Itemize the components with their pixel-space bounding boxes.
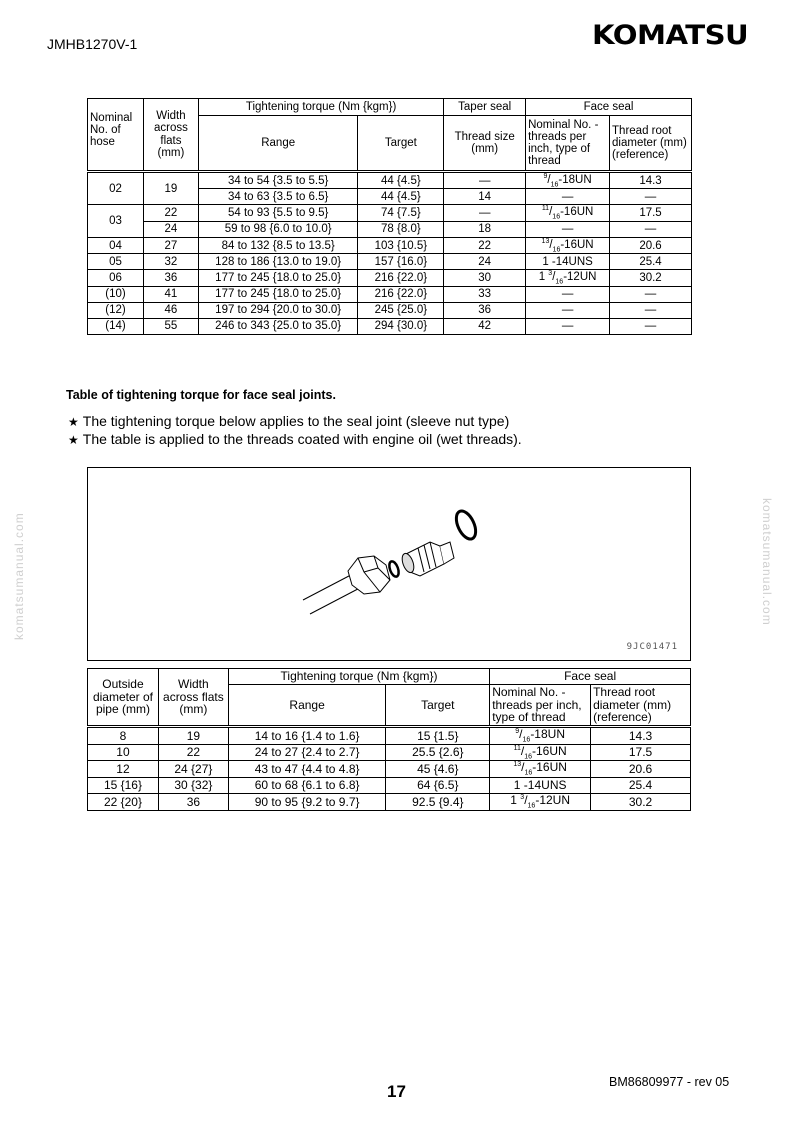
cell-thread-size: 14 (444, 189, 526, 205)
cell-range: 34 to 54 {3.5 to 5.5} (198, 172, 358, 189)
cell-thread-root: — (610, 302, 692, 318)
header-nominal-threads: Nominal No. - threads per inch, type of thread (490, 685, 591, 727)
header-face-seal: Face seal (526, 99, 692, 116)
cell-range: 14 to 16 {1.4 to 1.6} (228, 727, 386, 745)
cell-nominal: (14) (88, 318, 144, 334)
komatsu-logo: KOMATSU (592, 20, 749, 51)
cell-thread-root: — (610, 221, 692, 237)
revision-label: BM86809977 - rev 05 (609, 1075, 730, 1089)
figure-code: 9JC01471 (626, 642, 678, 652)
cell-target: 103 {10.5} (358, 237, 444, 253)
cell-target: 92.5 {9.4} (386, 794, 490, 811)
cell-target: 64 {6.5} (386, 778, 490, 794)
cell-width: 36 (143, 270, 198, 286)
cell-face-thread: $^{13}/_{16}-16UN$ (526, 237, 610, 253)
cell-outside: 15 {16} (88, 778, 159, 794)
table-row (88, 270, 692, 286)
note-item (68, 413, 509, 429)
cell-range: 54 to 93 {5.5 to 9.5} (198, 205, 358, 221)
cell-target: 15 {1.5} (386, 727, 490, 745)
header-nominal-threads: Nominal No. - threads per inch, type of thread (526, 116, 610, 172)
cell-thread-root: 20.6 (610, 237, 692, 253)
cell-thread-size: 36 (444, 302, 526, 318)
header-torque-group: Tightening torque (Nm {kgm}) (228, 669, 489, 685)
table-row (88, 172, 692, 189)
header-width: Width across flats (mm) (143, 99, 198, 172)
star-icon: ★ (68, 433, 79, 447)
star-icon: ★ (68, 415, 79, 429)
cell-face-thread: 1 $^3/_{16}-12UN$ (526, 270, 610, 286)
table-row (88, 794, 691, 811)
header-torque-group: Tightening torque (Nm {kgm}) (198, 99, 443, 116)
cell-thread-size: — (444, 205, 526, 221)
table-row (88, 302, 692, 318)
face-seal-torque-table (87, 668, 691, 811)
cell-nominal: 05 (88, 254, 144, 270)
header-target: Target (358, 116, 444, 172)
hose-torque-table (87, 98, 692, 335)
cell-thread-root: 25.4 (591, 778, 691, 794)
cell-thread-size: 30 (444, 270, 526, 286)
cell-nominal: 02 (88, 172, 144, 205)
table-row (88, 727, 691, 745)
cell-thread-size: 42 (444, 318, 526, 334)
table-row (88, 761, 691, 778)
cell-face-thread: $^9/_{16}-18UN$ (526, 172, 610, 189)
header-range: Range (228, 685, 386, 727)
cell-target: 245 {25.0} (358, 302, 444, 318)
cell-face-thread: $^{11}/_{16}-16UN$ (490, 744, 591, 761)
section-title: Table of tightening torque for face seal joints. (66, 388, 336, 402)
header-target: Target (386, 685, 490, 727)
header-face-seal: Face seal (490, 669, 691, 685)
cell-outside: 8 (88, 727, 159, 745)
cell-thread-root: 14.3 (610, 172, 692, 189)
table-row (88, 237, 692, 253)
cell-range: 34 to 63 {3.5 to 6.5} (198, 189, 358, 205)
cell-range: 43 to 47 {4.4 to 4.8} (228, 761, 386, 778)
header-range: Range (198, 116, 358, 172)
header-outside-diameter: Outside diameter of pipe (mm) (88, 669, 159, 727)
cell-width: 19 (158, 727, 228, 745)
cell-thread-size: 22 (444, 237, 526, 253)
table-row (88, 254, 692, 270)
note-text: The tightening torque below applies to the seal joint (sleeve nut type) (82, 413, 510, 429)
cell-thread-root: 30.2 (591, 794, 691, 811)
header-taper-seal: Taper seal (444, 99, 526, 116)
cell-face-thread: 1 -14UNS (526, 254, 610, 270)
table-row (88, 205, 692, 221)
cell-width: 55 (143, 318, 198, 334)
face-seal-joint-figure (87, 467, 691, 661)
cell-range: 90 to 95 {9.2 to 9.7} (228, 794, 386, 811)
cell-range: 59 to 98 {6.0 to 10.0} (198, 221, 358, 237)
cell-thread-root: 30.2 (610, 270, 692, 286)
cell-thread-size: 24 (444, 254, 526, 270)
cell-face-thread: — (526, 189, 610, 205)
cell-outside: 12 (88, 761, 159, 778)
cell-face-thread: — (526, 318, 610, 334)
cell-face-thread: 1 -14UNS (490, 778, 591, 794)
cell-thread-root: 20.6 (591, 761, 691, 778)
cell-range: 177 to 245 {18.0 to 25.0} (198, 286, 358, 302)
cell-width: 19 (143, 172, 198, 205)
page-number: 17 (387, 1082, 406, 1101)
cell-target: 157 {16.0} (358, 254, 444, 270)
cell-face-thread: 1 $^3/_{16}-12UN$ (490, 794, 591, 811)
cell-target: 294 {30.0} (358, 318, 444, 334)
table-row (88, 318, 692, 334)
cell-face-thread: — (526, 302, 610, 318)
note-item (68, 431, 522, 447)
cell-width: 46 (143, 302, 198, 318)
cell-range: 197 to 294 {20.0 to 30.0} (198, 302, 358, 318)
cell-thread-size: — (444, 172, 526, 189)
cell-thread-root: 17.5 (591, 744, 691, 761)
cell-target: 78 {8.0} (358, 221, 444, 237)
cell-target: 216 {22.0} (358, 270, 444, 286)
header-thread-root: Thread root diameter (mm) (reference) (591, 685, 691, 727)
table-row (88, 286, 692, 302)
cell-nominal: 04 (88, 237, 144, 253)
cell-width: 30 {32} (158, 778, 228, 794)
cell-width: 32 (143, 254, 198, 270)
cell-width: 27 (143, 237, 198, 253)
cell-range: 177 to 245 {18.0 to 25.0} (198, 270, 358, 286)
watermark-right: komatsumanual.com (760, 498, 774, 626)
cell-range: 246 to 343 {25.0 to 35.0} (198, 318, 358, 334)
cell-thread-size: 18 (444, 221, 526, 237)
cell-face-thread: $^9/_{16}-18UN$ (490, 727, 591, 745)
cell-nominal: 03 (88, 205, 144, 237)
header-thread-size: Thread size (mm) (444, 116, 526, 172)
cell-width: 22 (143, 205, 198, 221)
header-nominal-no: Nominal No. of hose (88, 99, 144, 172)
cell-outside: 22 {20} (88, 794, 159, 811)
cell-target: 216 {22.0} (358, 286, 444, 302)
cell-thread-root: 17.5 (610, 205, 692, 221)
table-row (88, 778, 691, 794)
cell-thread-root: — (610, 189, 692, 205)
cell-face-thread: — (526, 286, 610, 302)
cell-target: 44 {4.5} (358, 172, 444, 189)
cell-range: 60 to 68 {6.1 to 6.8} (228, 778, 386, 794)
face-seal-joint-drawing (88, 468, 690, 660)
cell-range: 128 to 186 {13.0 to 19.0} (198, 254, 358, 270)
cell-nominal: (10) (88, 286, 144, 302)
cell-target: 74 {7.5} (358, 205, 444, 221)
cell-face-thread: — (526, 221, 610, 237)
table-row (88, 744, 691, 761)
cell-width: 36 (158, 794, 228, 811)
cell-outside: 10 (88, 744, 159, 761)
cell-nominal: 06 (88, 270, 144, 286)
cell-width: 24 {27} (158, 761, 228, 778)
cell-target: 45 {4.6} (386, 761, 490, 778)
cell-thread-root: — (610, 318, 692, 334)
cell-range: 24 to 27 {2.4 to 2.7} (228, 744, 386, 761)
header-thread-root: Thread root diameter (mm) (reference) (610, 116, 692, 172)
cell-range: 84 to 132 {8.5 to 13.5} (198, 237, 358, 253)
document-id: JMHB1270V-1 (47, 36, 138, 52)
header-width: Width across flats (mm) (158, 669, 228, 727)
cell-thread-root: — (610, 286, 692, 302)
cell-face-thread: $^{11}/_{16}-16UN$ (526, 205, 610, 221)
cell-target: 44 {4.5} (358, 189, 444, 205)
cell-thread-root: 25.4 (610, 254, 692, 270)
cell-width: 24 (143, 221, 198, 237)
cell-width: 41 (143, 286, 198, 302)
cell-face-thread: $^{13}/_{16}-16UN$ (490, 761, 591, 778)
cell-width: 22 (158, 744, 228, 761)
cell-thread-size: 33 (444, 286, 526, 302)
watermark-left: komatsumanual.com (12, 512, 26, 640)
table-row (88, 221, 692, 237)
note-text: The table is applied to the threads coated with engine oil (wet threads). (82, 431, 522, 447)
cell-target: 25.5 {2.6} (386, 744, 490, 761)
cell-thread-root: 14.3 (591, 727, 691, 745)
cell-nominal: (12) (88, 302, 144, 318)
